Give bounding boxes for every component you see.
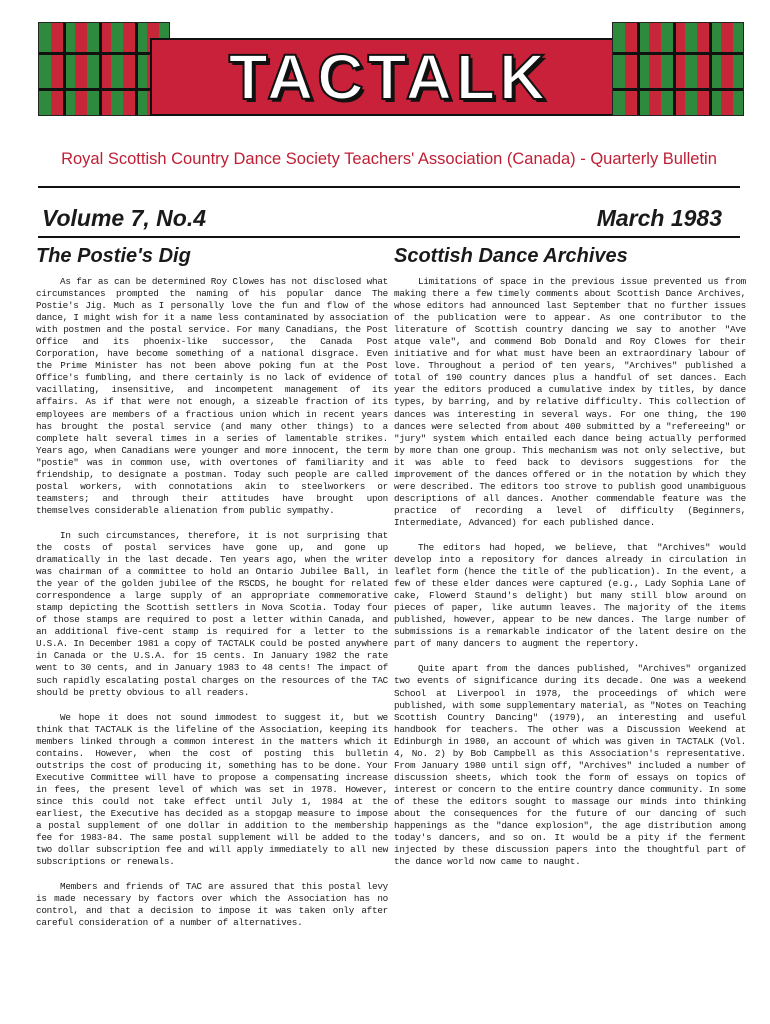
article-paragraph: In such circumstances, therefore, it is not surprising that the costs of postal services have gone up, and gone up dramatically in the last decade. Ten years ago, when the writer was chairman of a committee to hold an Ontario Jubilee Ball, in the year of the golden jubilee of the RSCDS, he bought for related correspondence a large supply of an appropriate commemorative stamp depicting the Scottish settlers in Nova Scotia. Today four of those stamps are required to post a letter within Canada, and an additional five-cent stamp is required for a letter to the U.S.A. In December 1981 a copy of TACTALK could be posted anywhere in Canada or the U.S.A. for 15 cents. In January 1982 the rate went to 30 cents, and in January 1983 to 48 cents! The impact of such rapidly escalating postal charges on the resources of the TAC should be pretty obvious to all readers. (36, 529, 388, 698)
tartan-panel-right (612, 22, 744, 116)
article-paragraph: The editors had hoped, we believe, that "Archives" would develop into a repository for dances already in circulation in leaflet form (hence the title of the publication). In the event, a few of these elder dances were captured (e.g., Lady Sophia Lane of cake, Flowerd Staund's delight) but many still blow around on pieces of paper, like autumn leaves. The majority of the items published, however, appear to be new dances. The large number of submissions is a remarkable indicator of the latent desire on the part of many dancers to augment the repertory. (394, 541, 746, 650)
article-postie (36, 244, 388, 942)
article-paragraph: Limitations of space in the previous issue prevented us from making there a few timely comments about Scottish Dance Archives, whose editors had announced last September that no further issues of the publication were to appear. As one contributor to the literature of Scottish country dancing we say to another "Ave atque vale", and commend Bob Donald and Roy Clowes for their initiative and for what must have been an extraordinary labour of love. Throughout a period of ten years, "Archives" published a total of 190 country dances plus a handful of set dances. Each year the editors produced a cumulative index by titles, by dance types, by barring, and by relative difficulty. This collection of dances was interesting in several ways. For one thing, the 190 dances were selected from about 400 submitted by a "refereeing" or "jury" system which entailed each dance being actually performed by more than one group. This mechanism was not only selective, but it was able to feed back to devisors suggestions for the improvement of the dances offered or in the notation by which they were described. The editors too strove to publish good unambiguous descriptions of all dances. Another commendable feature was the practice of recording a level of difficulty (Beginners, Intermediate, Advanced) for each published dance. (394, 276, 746, 528)
divider-bottom (38, 236, 740, 238)
article-heading: Scottish Dance Archives (394, 245, 628, 267)
article-paragraph: Members and friends of TAC are assured that this postal levy is made necessary by factors over which the Association has no control, and that a decision to impose it was taken only after careful consideration of a number of alternatives. (36, 881, 388, 929)
article-archives (394, 244, 746, 881)
article-paragraph: Quite apart from the dances published, "Archives" organized two events of significance during its decade. One was a weekend School at Liverpool in 1978, the proceedings of which were published, with some supplementary material, as "Notes on Teaching Scottish Country Dancing" (1979), an interesting and useful handbook for teachers. The other was a Discussion Weekend at Edinburgh in 1980, an account of which was given in TACTALK (Vol. 4, No. 2) by Bob Campbell as this Association's representative. From January 1980 until sign off, "Archives" included a number of discussion sheets, which took the form of essays on topics of interest or concern to the entire country dance community. In some of these the editors sought to massage our minds into thinking about the consequences for the future of our dancing of such happenings as the "dance explosion", the age distribution among today's dancers, and so on. It would be a pity if the ferment injected by these discussion papers into the thoughtful part of the dance world now came to naught. (394, 663, 746, 868)
masthead-title: TACTALK (228, 41, 550, 113)
masthead-subtitle: Royal Scottish Country Dance Society Teachers' Association (Canada) - Quarterly Bulletin (61, 150, 717, 168)
article-paragraph: We hope it does not sound immodest to suggest it, but we think that TACTALK is the lifeline of the Association, keeping its members linked through a common interest in the matters which it contains. However, when the cost of posting this bulletin outstrips the cost of producing it, something has to be done. Your Executive Committee will have to propose a compensating increase in fees, the present level of which was set in 1978. However, since this could not take effect until July 1, 1984 at the earliest, the Executive has decided as a stopgap measure to impose a postal supplement of one dollar in addition to the membership fee for 1983-84. The same postal supplement will be added to the two dollar subscription fee and will apply immediately to all new subscriptions or renewals. (36, 711, 388, 868)
article-paragraph: As far as can be determined Roy Clowes has not disclosed what circumstances prompted the naming of his popular dance The Postie's Jig. Much as I personally love the fun and flow of the dance, I might wish for it a name less contaminated by association with postmen and the postal service. For many Canadians, the Post Office and its phoenix-like successor, the Canada Post Corporation, have become something of a national disgrace. Even the Prime Minister has not been above poking fun at the Post Office's fumbling, and there certainly is no lack of evidence of vacillating, insensitive, and incompetent management of its affairs. As if that were not enough, a sizeable fraction of its employees are members of a fractious union which in recent years has brought the postal service (and many other things) to a complete halt several times in a series of lamentable strikes. Years ago, when Canadians were younger and more innocent, the term "postie" was in common use, with overtones of familiarity and friendship, to designate a postman. Today such people are called postal workers, with connotations akin to steelworkers or teamsters; and through their attitudes have brought upon themselves considerable alienation from public sympathy. (36, 276, 388, 516)
title-banner (150, 38, 628, 116)
article-heading: The Postie's Dig (36, 245, 191, 267)
divider-top (38, 186, 740, 188)
volume-number: Volume 7, No.4 (42, 205, 207, 231)
issue-date: March 1983 (596, 205, 722, 231)
